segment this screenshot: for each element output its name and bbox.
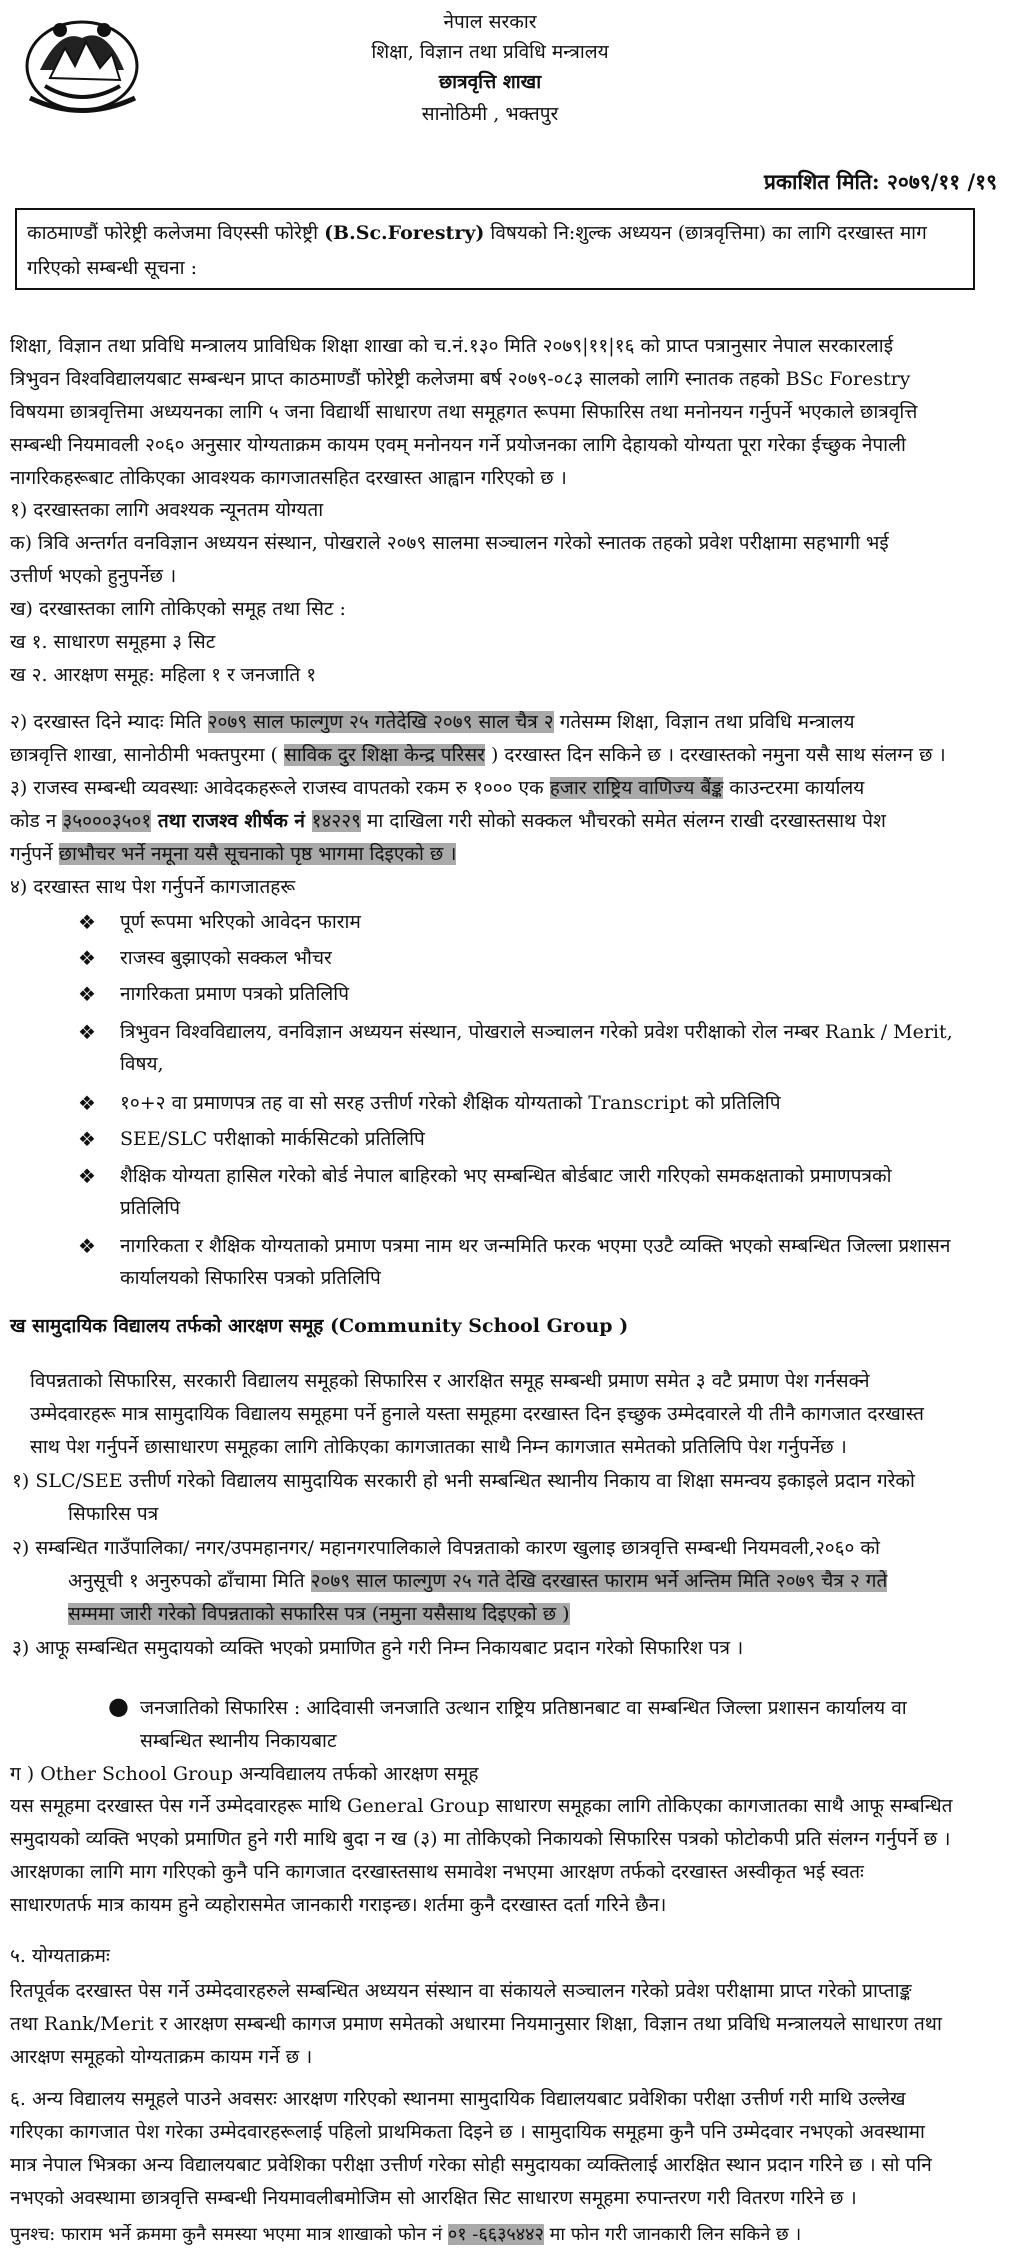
revenue-head-highlight: १४२२९ [311, 810, 361, 832]
ministry-name: शिक्षा, विज्ञान तथा प्रविधि मन्त्रालय [371, 41, 609, 63]
diamond-bullet-icon: ❖ [78, 982, 96, 1006]
deadline-text-4: ) दरखास्त दिन सकिने छ । दरखास्तको नमुना यसै साथ संलग्न छ । [484, 744, 946, 766]
document-list-item [78, 906, 361, 938]
community-line: विपन्नताको सिफारिस, सरकारी विद्यालय समूहको सिफारिस र आरक्षित समूह सम्बन्धी प्रमाण समेत ३ वटै प्रमाण पेश गर्नसक्ने [30, 1370, 870, 1392]
requirement-text: अनुसूची १ अनुरुपको ढाँचामा मिति [68, 1570, 311, 1592]
notice-subject-text: काठमाण्डौं फोरेष्ट्री कलेजमा विएस्सी फोरेष्ट्री [27, 222, 325, 244]
document-list-item [78, 1087, 781, 1119]
intro-paragraph [10, 330, 988, 495]
revenue-text-4: मा दाखिला गरी सोको सक्कल भौचरको समेत संलग्न राखी दरखास्तसाथ पेश [361, 810, 886, 832]
seats-title: ख) दरखास्तका लागि तोकिएको समूह तथा सिट : [10, 598, 346, 620]
deadline-text: २) दरखास्त दिने म्यादः मिति [10, 711, 208, 733]
published-date-label: प्रकाशित मिति: [763, 169, 880, 194]
diamond-bullet-icon: ❖ [78, 1127, 96, 1151]
requirement-line-cont: सिफारिस पत्र [68, 1503, 159, 1525]
other-group-paragraph [10, 1790, 988, 1922]
requirement-issue-highlight: सम्ममा जारी गरेको विपन्नताको सफारिस पत्र (नमुना यसैसाथ दिइएको छ ) [68, 1603, 570, 1625]
requirement-line-cont [12, 1565, 997, 1598]
revenue-line-2 [10, 805, 988, 838]
revenue-line-3 [10, 838, 988, 871]
section-1-title: १) दरखास्तका लागि अवश्यक न्यूनतम योग्यता [10, 499, 324, 521]
requirement-date-highlight: २०७९ साल फाल्गुण २५ गते देखि दरखास्त फाराम भर्ने अन्तिम मिति २०७९ चैत्र २ गते [310, 1570, 888, 1592]
government-name: नेपाल सरकार [443, 11, 537, 33]
notice-subject-program: (B.Sc.Forestry) [324, 222, 485, 244]
merit-line: तथा Rank/Merit र आरक्षण सम्बन्धी कागज प्रमाण समेतको अधारमा नियमानुसार शिक्षा, विज्ञान तथा प्रविधि मन्त्रालयले साधारण तथा [10, 2013, 942, 2035]
document-list-item [78, 978, 349, 1010]
diamond-bullet-icon: ❖ [78, 1020, 96, 1044]
document-list-item [78, 1160, 892, 1224]
section-3-revenue [10, 772, 988, 871]
notice-subject-box [15, 208, 975, 290]
intro-line: सम्बन्धी नियमावली २०६० अनुसार योग्यताक्रम कायम एवम् मनोनयन गर्ने प्रयोजनका लागि देहायको योग्यता पूरा गरेका ईच्छुक नेपाली [10, 434, 906, 456]
document-item-text-cont: प्रतिलिपि [120, 1197, 181, 1219]
section-1 [10, 494, 988, 692]
merit-paragraph [10, 1975, 988, 2074]
office-address: सानोठिमी , भक्तपुर [421, 103, 559, 125]
revenue-head-label: तथा राजश्व शीर्षक नं [151, 810, 312, 832]
voucher-sample-highlight: छाभौचर भर्ने नमूना यसै सूचनाको पृष्ठ भागमा दिइएको छ । [58, 843, 457, 865]
section-6-line: मात्र नेपाल भित्रका अन्य विद्यालयबाट प्रवेशिका परीक्षा उत्तीर्ण गरेका सोही समुदायका व्यक्तिलाई आरक्षित स्थान प्रदान गरिने छ । सो पनि [10, 2154, 932, 2176]
published-date [764, 168, 997, 196]
intro-line: शिक्षा, विज्ञान तथा प्रविधि मन्त्रालय प्राविधिक शिक्षा शाखा को च.नं.१३० मिति २०७९|११|१६ को प्राप्त पत्रानुसार नेपाल सरकारलाई [10, 335, 894, 357]
requirement-line: १) SLC/SEE उत्तीर्ण गरेको विद्यालय सामुदायिक सरकारी हो भनी सम्बन्धित स्थानीय निकाय वा शिक्षा समन्वय इकाइले प्रदान गरेको [12, 1470, 915, 1492]
document-item-text-cont: विषय, [120, 1053, 164, 1075]
community-requirement-1 [12, 1465, 997, 1531]
document-list-item [78, 1230, 950, 1294]
other-line: समुदायको व्यक्ति भएको प्रमाणित हुने गरी माथि बुदा न ख (३) मा तोकिएको निकायको सिफारिस पत्रको फोटोकपी प्रति संलग्न गर्नुपर्ने छ । [10, 1828, 951, 1850]
intro-line: त्रिभुवन विश्वविद्यालयबाट सम्बन्धन प्राप्त काठमाण्डौं फोरेष्ट्री कलेजमा बर्ष २०७९-०८३ सालको लागि स्नातक तहको BSc Forestry [10, 368, 911, 390]
janajati-line: जनजातिको सिफारिस : आदिवासी जनजाति उत्थान राष्ट्रिय प्रतिष्ठानबाट वा सम्बन्धित जिल्ला प्रशासन कार्यालय वा [140, 1697, 907, 1719]
community-paragraph [30, 1365, 990, 1464]
community-requirement-2 [12, 1532, 997, 1631]
section-name: छात्रवृत्ति शाखा [438, 71, 542, 93]
merit-line: आरक्षण समूहको योग्यताक्रम कायम गर्ने छ । [10, 2046, 313, 2068]
section-6-line: ६. अन्य विद्यालय समूहले पाउने अवसरः आरक्षण गरिएको स्थानमा सामुदायिक विद्यालयबाट प्रवेशिका परीक्षा उत्तीर्ण गरी माथि उल्लेख [10, 2088, 906, 2110]
other-line: साधारणतर्फ मात्र कायम हुने व्यहोरासमेत जानकारी गराइन्छ। शर्तमा कुनै दरखास्त दर्ता गरिने छैन। [10, 1894, 667, 1916]
janajati-line-cont: सम्बन्धित स्थानीय निकायबाट [140, 1730, 337, 1752]
published-date-value: २०७९/११ /१९ [886, 169, 997, 194]
other-line: यस समूहमा दरखास्त पेस गर्ने उम्मेदवारहरू माथि General Group साधारण समूहका लागि तोकिएका कागजातका साथै आफू सम्बन्धित [10, 1795, 953, 1817]
footer-text: पुनश्च: फाराम भर्ने क्रममा कुनै समस्या भएमा मात्र शाखाको फोन नं [10, 2224, 448, 2245]
janajati-recommendation [140, 1692, 1000, 1758]
intro-line: नागरिकहरूबाट तोकिएका आवश्यक कागजातसहित दरखास्त आह्वान गरिएको छ । [10, 467, 567, 489]
document-item-text: नागरिकता प्रमाण पत्रको प्रतिलिपि [120, 983, 350, 1005]
footer-contact [10, 2218, 801, 2251]
diamond-bullet-icon: ❖ [78, 946, 96, 970]
document-item-text: नागरिकता र शैक्षिक योग्यताको प्रमाण पत्रमा नाम थर जन्ममिति फरक भएमा एउटै व्यक्ति भएको सम्बन्धित जिल्ला प्रशासन [120, 1235, 951, 1257]
document-item-text-cont: कार्यालयको सिफारिस पत्रको प्रतिलिपि [120, 1267, 381, 1289]
document-item-text: १०+२ वा प्रमाणपत्र तह वा सो सरह उत्तीर्ण गरेको शैक्षिक योग्यताको Transcript को प्रतिलिपि [120, 1092, 781, 1114]
diamond-bullet-icon: ❖ [78, 910, 96, 934]
notice-subject-line-1 [27, 216, 963, 251]
round-bullet-icon: ● [108, 1692, 129, 1720]
document-list-item [78, 1123, 425, 1155]
qualification-line: क) त्रिवि अन्तर्गत वनविज्ञान अध्ययन संस्थान, पोखराले २०७९ सालमा सञ्चालन गरेको स्नातक तहको प्रवेश परीक्षामा सहभागी भई [10, 532, 889, 554]
diamond-bullet-icon: ❖ [78, 1234, 96, 1258]
deadline-place-highlight: साविक दुर शिक्षा केन्द्र परिसर [284, 744, 485, 766]
requirement-line: २) सम्बन्धित गाउँपालिका/ नगर/उपमहानगर/ महानगरपालिकाले विपन्नताको कारण खुलाइ छात्रवृत्ति सम्बन्धी नियमवली,२०६० को [12, 1537, 880, 1559]
community-group-title: ख सामुदायिक विद्यालय तर्फको आरक्षण समूह (Community School Group ) [10, 1315, 629, 1337]
community-requirement-3: ३) आफू सम्बन्धित समुदायको व्यक्ति भएको प्रमाणित हुने गरी निम्न निकायबाट प्रदान गरेको सिफारिश पत्र । [12, 1637, 744, 1659]
contact-phone-highlight: ०१ -६६३५४४२ [447, 2224, 544, 2245]
seat-general: ख १. साधारण समूहमा ३ सिट [10, 631, 216, 653]
deadline-text-3: छात्रवृत्ति शाखा, सानोठीमी भक्तपुरमा ( [10, 744, 284, 766]
other-group-title: ग ) Other School Group अन्यविद्यालय तर्फको आरक्षण समूह [10, 1763, 479, 1785]
document-item-text: शैक्षिक योग्यता हासिल गरेको बोर्ड नेपाल बाहिरको भए सम्बन्धित बोर्डबाट जारी गरिएको समकक्षताको प्रमाणपत्रको [120, 1165, 892, 1187]
bank-name-highlight: हजार राष्ट्रिय वाणिज्य बैंङ्क [549, 777, 724, 799]
deadline-line-2 [10, 739, 988, 772]
document-item-text: त्रिभुवन विश्वविद्यालय, वनविज्ञान अध्ययन संस्थान, पोखराले सञ्चालन गरेको प्रवेश परीक्षाको रोल नम्बर Rank / Merit, [120, 1021, 953, 1043]
document-item-text: पूर्ण रूपमा भरिएको आवेदन फाराम [120, 911, 361, 933]
diamond-bullet-icon: ❖ [78, 1091, 96, 1115]
other-line: आरक्षणका लागि माग गरिएको कुनै पनि कागजात दरखास्तसाथ समावेश नभएमा आरक्षण तर्फको दरखास्त अस्वीकृत भई स्वतः [10, 1861, 864, 1883]
requirement-line-cont [12, 1598, 997, 1631]
nepal-emblem-icon [20, 8, 145, 118]
document-list-item [78, 1016, 953, 1080]
section-4-title: ४) दरखास्त साथ पेश गर्नुपर्ने कागजातहरू [10, 876, 296, 898]
footer-text-2: मा फोन गरी जानकारी लिन सकिने छ । [543, 2224, 802, 2245]
notice-subject-text-2: विषयको नि:शुल्क अध्ययन (छात्रवृत्तिमा) का लागि दरखास्त माग [484, 222, 927, 244]
document-item-text: SEE/SLC परीक्षाको मार्कसिटको प्रतिलिपि [120, 1128, 425, 1150]
qualification-line: उत्तीर्ण भएको हुनुपर्नेछ । [10, 565, 177, 587]
merit-title: ५. योग्यताक्रमः [10, 1945, 110, 1967]
intro-line: विषयमा छात्रवृत्तिमा अध्ययनका लागि ५ जना विद्यार्थी साधारण तथा समूहगत रूपमा सिफारिस तथा मनोनयन गर्नुपर्ने भएकाले छात्रवृत्ति [10, 401, 918, 423]
diamond-bullet-icon: ❖ [78, 1164, 96, 1188]
section-6-line: नभएको अवस्थामा छात्रवृत्ति सम्बन्धी नियमावलीबमोजिम सो आरक्षित सिट साधारण समूहमा रुपान्तरण गरी वितरण गरिने छ । [10, 2187, 857, 2209]
section-6-paragraph [10, 2083, 988, 2215]
revenue-text-3: कोड न [10, 810, 63, 832]
revenue-text-5: गर्नुपर्ने [10, 843, 59, 865]
deadline-text-2: गतेसम्म शिक्षा, विज्ञान तथा प्रविधि मन्त्रालय [553, 711, 855, 733]
community-line: उम्मेदवारहरू मात्र सामुदायिक विद्यालय समूहमा पर्ने हुनाले यस्ता समूहमा दरखास्त दिन इच्छुक उम्मेदवारले यी तीनै कागजात दरखास्त [30, 1403, 924, 1425]
merit-line: रितपूर्वक दरखास्त पेस गर्ने उम्मेदवारहरुले सम्बन्धित अध्ययन संस्थान वा संकायले सञ्चालन गरेको प्रवेश परीक्षामा प्राप्त गरेको प्राप्ताङ्क [10, 1980, 912, 2002]
revenue-line-1 [10, 772, 988, 805]
document-list-item [78, 942, 332, 974]
revenue-text: ३) राजस्व सम्बन्धी व्यवस्थाः आवेदकहरूले राजस्व वापतको रकम रु १००० एक [10, 777, 550, 799]
seat-reserved: ख २. आरक्षण समूह: महिला १ र जनजाति १ [10, 664, 317, 686]
notice-subject-line-2: गरिएको सम्बन्धी सूचना : [27, 257, 198, 279]
section-6-line: गरिएका कागजात पेश गरेका उम्मेदवारहरूलाई पहिलो प्राथमिकता दिइने छ । सामुदायिक समूहमा कुनै पनि उम्मेदवार नभएको अवस्थामा [10, 2121, 925, 2143]
community-line: साथ पेश गर्नुपर्ने छासाधारण समूहका लागि तोकिएका कागजातका साथै निम्न कागजात समेतको प्रतिलिपि पेश गर्नुपर्नेछ । [30, 1436, 847, 1458]
office-code-highlight: ३५०००३५०१ [62, 810, 152, 832]
section-2-deadline [10, 706, 988, 772]
deadline-line-1 [10, 706, 988, 739]
document-item-text: राजस्व बुझाएको सक्कल भौचर [120, 947, 332, 969]
deadline-dates-highlight: २०७९ साल फाल्गुण २५ गतेदेखि २०७९ साल चैत्र २ [207, 711, 554, 733]
revenue-text-2: काउन्टरमा कार्यालय [723, 777, 865, 799]
